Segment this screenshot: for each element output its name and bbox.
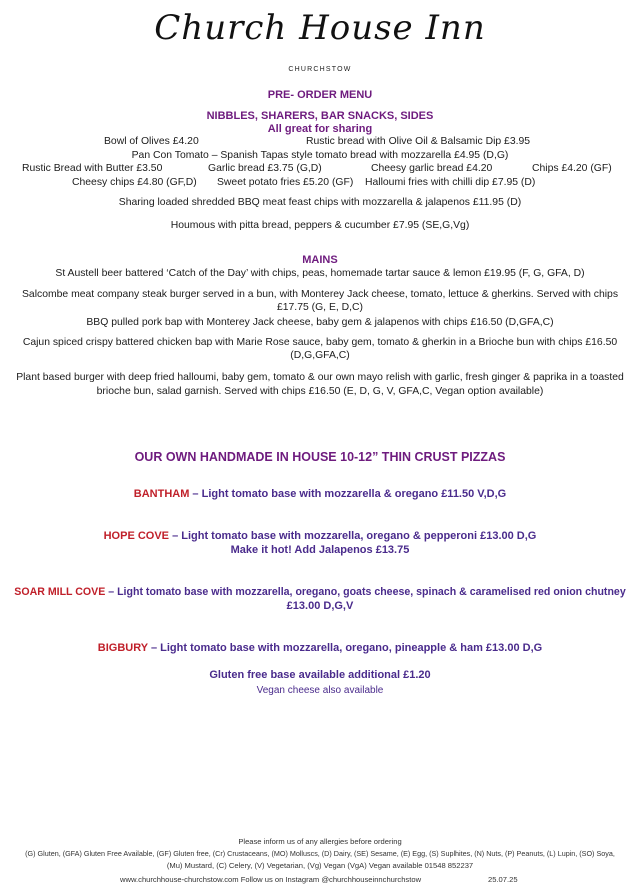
item-chips: Chips £4.20 (GF): [532, 163, 612, 174]
main-pulled-pork: BBQ pulled pork bap with Monterey Jack cheese, baby gem & jalapenos with chips £16.50 (D,GFA,C): [86, 317, 554, 328]
allergen-legend-line2: (Mu) Mustard, (C) Celery, (V) Vegetarian, (Vg) Vegan (VgA) Vegan available 01548 852237: [166, 861, 474, 870]
main-plant-burger-l2: brioche bun, salad garnish. Served with chips £16.50 (E, D, G, V, GFA,C, Vegan option available): [96, 386, 544, 397]
vegan-cheese-note: Vegan cheese also available: [256, 685, 384, 696]
item-olives: Bowl of Olives £4.20: [104, 136, 199, 147]
item-halloumi-fries: Halloumi fries with chilli dip £7.95 (D): [365, 177, 536, 188]
pizza-bantham-name: BANTHAM: [133, 488, 190, 500]
pizza-hope-cove-name: HOPE COVE: [103, 530, 170, 542]
pizza-hope-cove: [0, 530, 640, 542]
item-garlic-bread: Garlic bread £3.75 (G,D): [208, 163, 322, 174]
pizza-soar-mill-cove-price: £13.00 D,G,V: [286, 600, 354, 612]
allergen-legend-line1: (G) Gluten, (GFA) Gluten Free Available, (GF) Gluten free, (Cr) Crustaceans, (MO) Molluscs, (D) Dairy, (SE) Sesame, (E) Egg, (S) Suplhites, (N) Nuts, (P) Peanuts, (L) Lupin, (SO) Soya,: [25, 849, 615, 858]
pizza-bigbury-desc: – Light tomato base with mozzarella, oregano, pineapple & ham £13.00 D,G: [147, 642, 543, 654]
main-steak-burger-price: £17.75 (G, E, D,C): [276, 302, 364, 313]
pizza-bantham: [0, 488, 640, 500]
nibbles-title: NIBBLES, SHARERS, BAR SNACKS, SIDES: [206, 110, 434, 122]
item-houmous: Houmous with pitta bread, peppers & cucumber £7.95 (SE,G,Vg): [170, 220, 470, 231]
gluten-free-note: Gluten free base available additional £1.20: [209, 669, 431, 681]
pizza-hope-cove-desc: – Light tomato base with mozzarella, oregano & pepperoni £13.00 D,G: [169, 530, 537, 542]
main-cajun-chicken: Cajun spiced crispy battered chicken bap with Marie Rose sauce, baby gem, tomato & gherkin in a Brioche bun with chips £16.50: [22, 337, 618, 348]
pizza-bigbury: [0, 642, 640, 654]
logo-subtitle: CHURCHSTOW: [288, 66, 352, 73]
item-pan-con-tomato: Pan Con Tomato – Spanish Tapas style tomato bread with mozzarella £4.95 (D,G): [131, 150, 509, 161]
allergy-note: Please inform us of any allergies before ordering: [238, 837, 402, 846]
pizza-soar-mill-cove-name: SOAR MILL COVE: [14, 586, 106, 598]
mains-title: MAINS: [302, 254, 338, 266]
item-cheesy-chips: Cheesy chips £4.80 (GF,D): [72, 177, 197, 188]
main-steak-burger: Salcombe meat company steak burger served in a bun, with Monterey Jack cheese, tomato, lettuce & gherkins. Served with chips: [21, 289, 619, 300]
pizza-soar-mill-cove-desc: – Light tomato base with mozzarella, oregano, goats cheese, spinach & caramelised red onion chutney: [105, 586, 626, 598]
main-plant-burger: Plant based burger with deep fried halloumi, baby gem, tomato & our own mayo relish with garlic, fresh ginger & paprika in a toasted: [16, 372, 624, 383]
menu-date: 25.07.25: [488, 875, 518, 884]
pizzas-title: OUR OWN HANDMADE IN HOUSE 10-12” THIN CRUST PIZZAS: [134, 450, 506, 464]
item-loaded-chips: Sharing loaded shredded BBQ meat feast chips with mozzarella & jalapenos £11.95 (D): [118, 197, 522, 208]
website-instagram: www.churchhouse-churchstow.com Follow us on Instagram @churchhouseinnchurchstow: [120, 875, 422, 884]
main-cajun-chicken-allergens: (D,G,GFA,C): [290, 350, 350, 361]
menu-title: PRE- ORDER MENU: [267, 89, 373, 101]
item-rustic-bread-butter: Rustic Bread with Butter £3.50: [22, 163, 163, 174]
pizza-bigbury-name: BIGBURY: [97, 642, 148, 654]
logo: Church House Inn: [154, 8, 486, 48]
pizza-soar-mill-cove: [0, 586, 640, 598]
item-rustic-bread-oil: Rustic bread with Olive Oil & Balsamic Dip £3.95: [306, 136, 531, 147]
main-catch-of-the-day: St Austell beer battered ‘Catch of the Day’ with chips, peas, homemade tartar sauce & lemon £19.95 (F, G, GFA, D): [55, 268, 585, 279]
pizza-hope-cove-extra: Make it hot! Add Jalapenos £13.75: [230, 544, 410, 556]
pizza-bantham-desc: – Light tomato base with mozzarella & oregano £11.50 V,D,G: [189, 488, 507, 500]
item-cheesy-garlic-bread: Cheesy garlic bread £4.20: [371, 163, 493, 174]
nibbles-subtitle: All great for sharing: [267, 123, 373, 135]
item-sweet-potato-fries: Sweet potato fries £5.20 (GF): [217, 177, 354, 188]
